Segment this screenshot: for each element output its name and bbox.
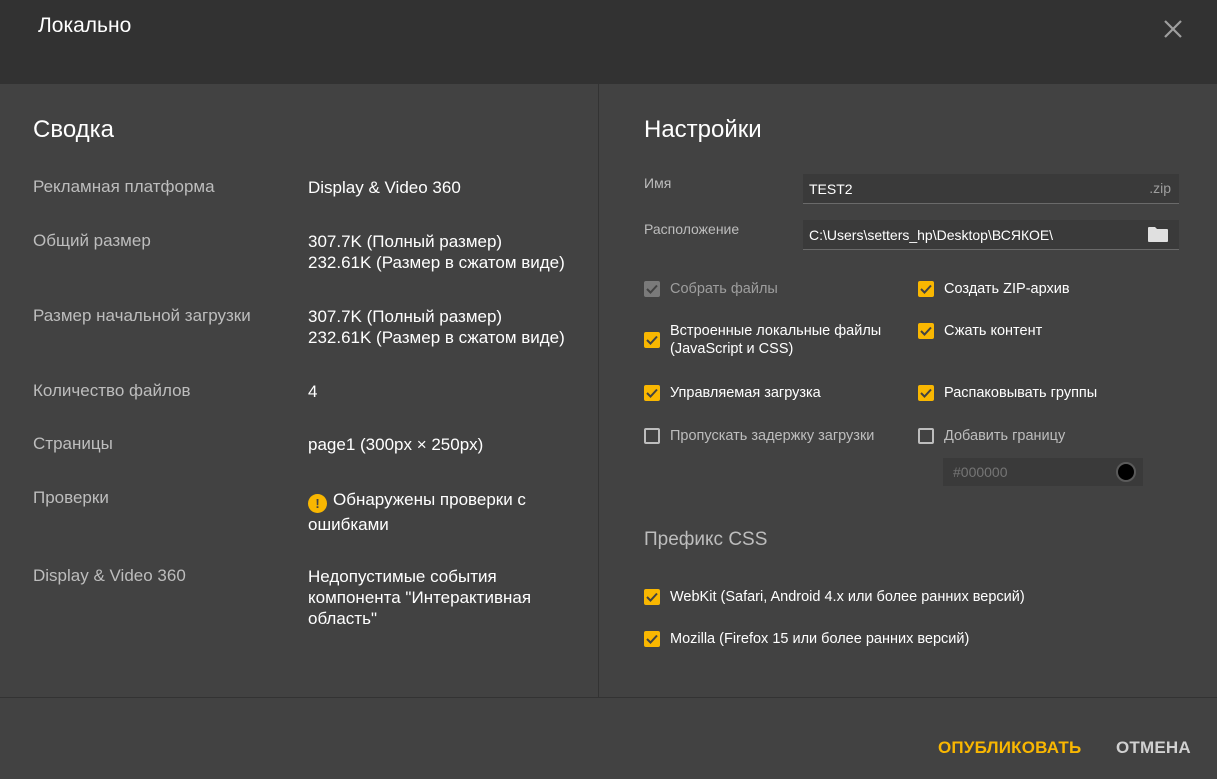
create-zip-label: Создать ZIP-архив	[944, 281, 1070, 297]
managed-load-checkbox[interactable]	[644, 384, 821, 402]
footer-divider	[0, 697, 1217, 698]
border-color-input[interactable]	[953, 458, 1103, 486]
name-field[interactable]	[803, 174, 1179, 204]
warning-icon: !	[308, 494, 327, 513]
create-zip-checkbox[interactable]	[918, 280, 1070, 298]
inline-local-files-checkbox[interactable]	[644, 322, 902, 358]
checkbox-box[interactable]	[918, 428, 934, 444]
close-icon[interactable]	[1158, 14, 1188, 44]
name-label: Имя	[644, 175, 672, 191]
collect-files-label: Собрать файлы	[670, 281, 778, 297]
summary-label-ad-platform: Рекламная платформа	[33, 177, 215, 196]
summary-value-line: 232.61K (Размер в сжатом виде)	[308, 328, 565, 347]
managed-load-label: Управляемая загрузка	[670, 385, 821, 401]
summary-title: Сводка	[33, 116, 115, 143]
webkit-prefix-checkbox[interactable]	[644, 588, 1025, 606]
summary-label-initial-load-size: Размер начальной загрузки	[33, 306, 251, 325]
summary-value-line: 307.7K (Полный размер)	[308, 232, 503, 251]
color-swatch[interactable]	[1116, 462, 1136, 482]
summary-label-total-size: Общий размер	[33, 231, 151, 250]
checkbox-box[interactable]	[644, 631, 660, 647]
dialog-header	[0, 0, 1217, 84]
unpack-groups-label: Распаковывать группы	[944, 385, 1098, 401]
checkbox-box[interactable]	[644, 385, 660, 401]
summary-label-file-count: Количество файлов	[33, 381, 191, 400]
checkbox-box[interactable]	[644, 332, 660, 348]
location-input[interactable]	[809, 220, 1129, 249]
summary-value-line: page1 (300px × 250px)	[308, 435, 484, 454]
summary-value-ad-platform	[308, 177, 588, 198]
summary-value-total-size	[308, 231, 588, 273]
inline-local-files-label: Встроенные локальные файлы (JavaScript и CSS)	[670, 323, 882, 357]
compress-content-label: Сжать контент	[944, 323, 1043, 339]
summary-label-checks: Проверки	[33, 488, 109, 507]
checkbox-box[interactable]	[644, 589, 660, 605]
summary-value-line: 4	[308, 382, 318, 401]
settings-title: Настройки	[644, 116, 762, 143]
mozilla-prefix-label: Mozilla (Firefox 15 или более ранних версий)	[670, 631, 970, 647]
collect-files-checkbox[interactable]	[644, 280, 778, 298]
border-color-field[interactable]	[943, 458, 1143, 486]
css-prefix-title: Префикс CSS	[644, 529, 768, 550]
location-field[interactable]	[803, 220, 1179, 250]
summary-value-file-count	[308, 381, 588, 402]
publish-button[interactable]: ОПУБЛИКОВАТЬ	[938, 738, 1082, 757]
checkbox-box[interactable]	[918, 323, 934, 339]
summary-value-pages	[308, 434, 588, 455]
dialog-title: Локально	[38, 14, 132, 37]
skip-load-delay-checkbox[interactable]	[644, 427, 874, 445]
compress-content-checkbox[interactable]	[918, 322, 1042, 340]
name-input[interactable]	[809, 174, 1129, 203]
location-label: Расположение	[644, 221, 740, 237]
checks-warning-text[interactable]: Обнаружены проверки с ошибками	[308, 490, 526, 534]
summary-label-pages: Страницы	[33, 434, 113, 453]
zip-suffix: .zip	[1149, 180, 1171, 196]
column-divider	[598, 84, 599, 697]
summary-value-line: Display & Video 360	[308, 178, 461, 197]
summary-value-line: 307.7K (Полный размер)	[308, 307, 503, 326]
checkbox-box[interactable]	[918, 281, 934, 297]
summary-value-checks[interactable]	[308, 488, 558, 537]
webkit-prefix-label: WebKit (Safari, Android 4.x или более ранних версий)	[670, 589, 1025, 605]
close-button[interactable]	[1158, 14, 1188, 44]
summary-value-line: Недопустимые события компонента "Интерактивная область"	[308, 567, 532, 628]
add-border-label: Добавить границу	[944, 428, 1066, 444]
checkbox-box[interactable]	[644, 281, 660, 297]
cancel-button[interactable]: ОТМЕНА	[1116, 738, 1191, 757]
folder-icon[interactable]	[1147, 226, 1169, 243]
skip-load-delay-label: Пропускать задержку загрузки	[670, 428, 875, 444]
checkbox-box[interactable]	[644, 428, 660, 444]
summary-value-dv360	[308, 566, 573, 629]
summary-label-dv360: Display & Video 360	[33, 566, 186, 585]
add-border-checkbox[interactable]	[918, 427, 1065, 445]
unpack-groups-checkbox[interactable]	[918, 384, 1097, 402]
summary-value-line: 232.61K (Размер в сжатом виде)	[308, 253, 565, 272]
checkbox-box[interactable]	[918, 385, 934, 401]
mozilla-prefix-checkbox[interactable]	[644, 630, 969, 648]
summary-value-initial-load-size	[308, 306, 588, 348]
